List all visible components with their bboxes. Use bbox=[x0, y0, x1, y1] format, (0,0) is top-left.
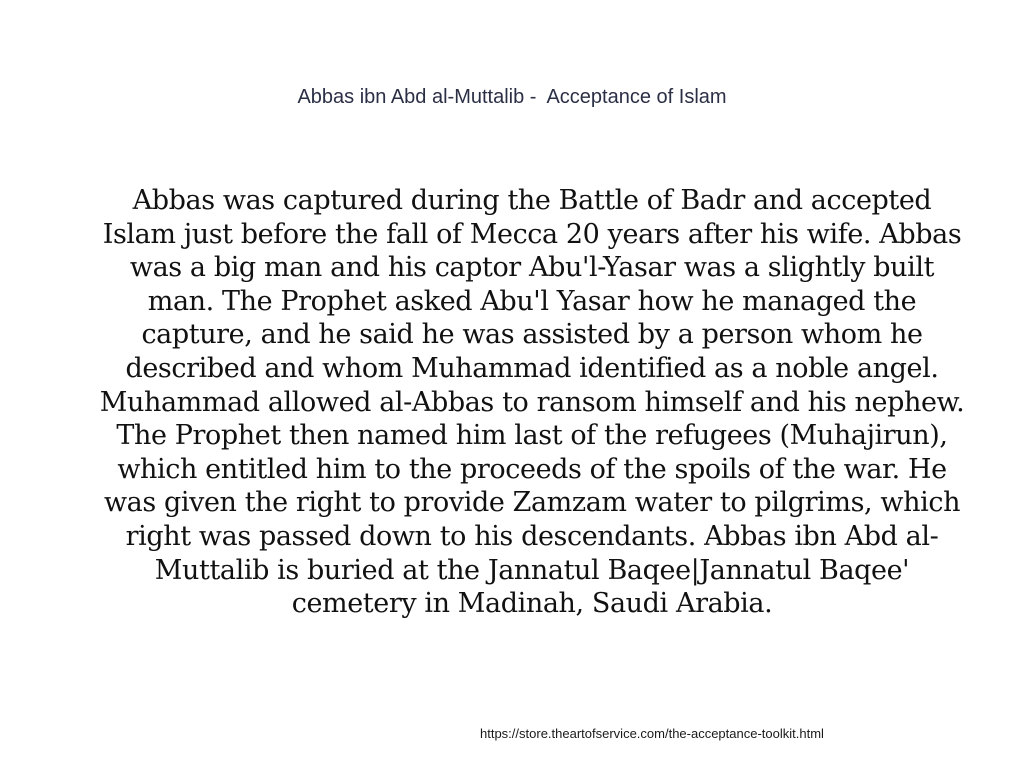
source-url-link[interactable]: https://store.theartofservice.com/the-acceptance-toolkit.html bbox=[480, 726, 824, 741]
slide-title: Abbas ibn Abd al-Muttalib - Acceptance of Islam bbox=[297, 86, 727, 108]
slide-body-text: Abbas was captured during the Battle of Badr and accepted Islam just before the fall of Mecca 20 years after his wife. Abbas was a big man and his captor Abu'l-Yasar was a slightly built man. The Prophet asked Abu'l Yasar how he managed the capture, and he said he was assisted by a person whom he described and whom Muhammad identified as a noble angel. Muhammad allowed al-Abbas to ransom himself and his nephew. The Prophet then named him last of the refugees (Muhajirun), which entitled him to the proceeds of the spoils of the war. He was given the right to provide Zamzam water to pilgrims, which right was passed down to his descendants. Abbas ibn Abd al-Muttalib is buried at the Jannatul Baqee|Jannatul Baqee' cemetery in Madinah, Saudi Arabia. bbox=[99, 185, 965, 620]
